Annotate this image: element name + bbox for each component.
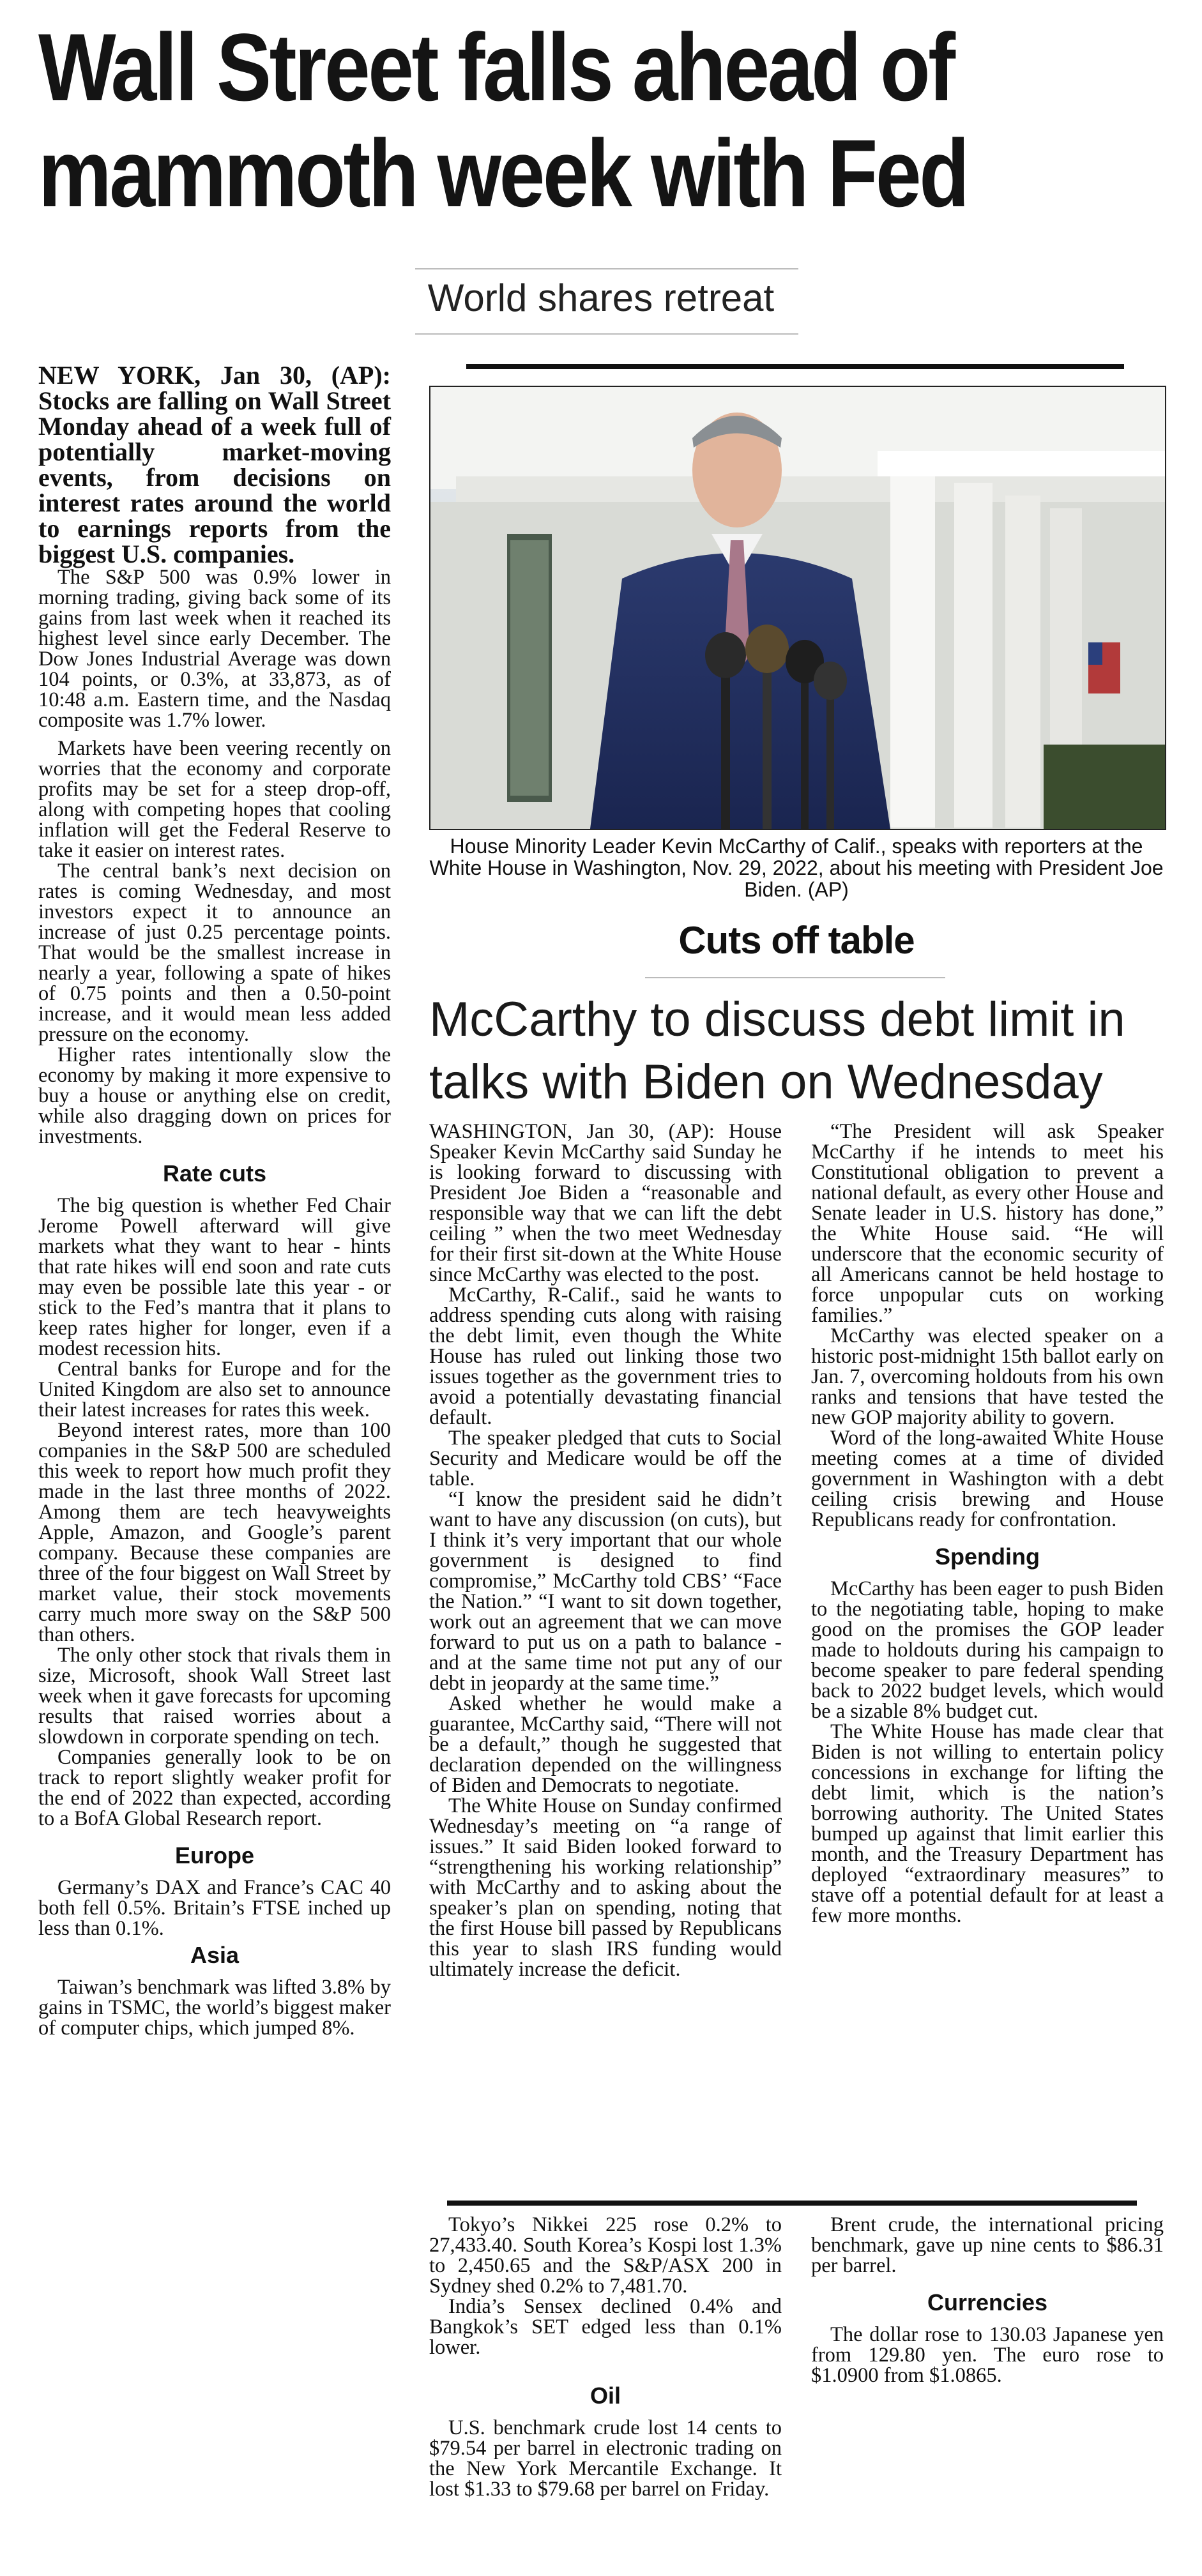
section-head-currencies: Currencies: [927, 2289, 1048, 2315]
main-story-paragraph: Higher rates intentionally slow the economy by making it more expensive to buy a house or anything else on credit, while also dragging down on prices for investments.: [38, 1043, 391, 1148]
second-story-column-2: [811, 1121, 1164, 1926]
main-story-paragraph: India’s Sensex declined 0.4% and Bangkok’s SET edged less than 0.1% lower.: [429, 2295, 782, 2359]
main-story-paragraph: Markets have been veering recently on worries that the economy and corporate profits may be set for a steep drop-off, along with competing hopes that cooling inflation will get the Federal Reserve to take it easier on interest rates.: [38, 737, 391, 862]
main-story-paragraph: U.S. benchmark crude lost 14 cents to $79.54 per barrel in electronic trading on the New York Mercantile Exchange. It lost $1.33 to $79.68 per barrel on Friday.: [429, 2416, 782, 2501]
second-story-kicker: Cuts off table: [678, 919, 915, 962]
second-story-paragraph: “I know the president said he didn’t want to have any discussion (on cuts), but I think it’s very important that our whole government is designed to find compromise,” McCarthy told CBS’ “Face the Nation.” “I want to sit down together, work out an agreement that we can move forward to put us on a path to balance - and at the same time not put any of our debt in jeopardy at the same time.”: [429, 1488, 782, 1695]
main-story-paragraph: The dollar rose to 130.03 Japanese yen from 129.80 yen. The euro rose to $1.0900 from $1.0865.: [811, 2323, 1164, 2387]
subhead-top-rule: [415, 268, 798, 269]
bottom-section-rule: [447, 2201, 1137, 2206]
second-story-paragraph: WASHINGTON, Jan 30, (AP): House Speaker Kevin McCarthy said Sunday he is looking forward to discussing with President Joe Biden a “reasonable and responsible way that we can lift the debt ceiling ” when the two meet Wednesday for their first sit-down at the White House since McCarthy was elected to the post.: [429, 1120, 782, 1286]
main-story-lede: NEW YORK, Jan 30, (AP): Stocks are falling on Wall Street Monday ahead of a week full of potentially market-moving events, from decisions on interest rates around the world to earnings reports from the biggest U.S. companies.: [38, 361, 391, 568]
second-story-paragraph: Word of the long-awaited White House meeting comes at a time of divided government in Washington with a debt ceiling crisis brewing and House Republicans ready for confrontation.: [811, 1427, 1164, 1531]
main-story-paragraph: The big question is whether Fed Chair Jerome Powell afterward will give markets what they want to hear - hints that rate hikes will end soon and rate cuts may even be possible late this year - or stick to the Fed’s mantra that it plans to keep rates higher for longer, even if a modest recession hits.: [38, 1194, 391, 1360]
speaker-at-microphones-image: [430, 387, 1165, 829]
second-story-paragraph: The White House has made clear that Biden is not willing to entertain policy concessions in exchange for lifting the debt limit, which is the nation’s borrowing authority. The United States bumped up against that limit earlier this month, and the Treasury Department has deployed “extraordinary measures” to stave off a potential default for at least a few more months.: [811, 1720, 1164, 1927]
subhead-bottom-rule: [415, 333, 798, 335]
main-story-paragraph: The central bank’s next decision on rates is coming Wednesday, and most investors expect it to announce an increase of just 0.25 percentage points. That would be the smallest increase in nearly a year, following a spate of hikes of 0.75 points and then a 0.50-point increase, and it would mean less added pressure on the economy.: [38, 860, 391, 1046]
second-story-paragraph: The White House on Sunday confirmed Wednesday’s meeting on “a range of issues.” It said Biden looked forward to “strengthening his working relationship” with McCarthy and to asking about the speaker’s plan on spending, noting that the first House bill passed by Republicans this year to slash IRS funding would ultimately increase the deficit.: [429, 1794, 782, 1981]
main-subhead: World shares retreat: [427, 277, 775, 319]
main-story-paragraph: The S&P 500 was 0.9% lower in morning trading, giving back some of its gains from last week when it reached its highest level since early December. The Dow Jones Industrial Average was down 104 points, or 0.3%, at 33,873, as of 10:48 a.m. Eastern time, and the Nasdaq composite was 1.7% lower.: [38, 566, 391, 732]
section-head-oil: Oil: [590, 2383, 621, 2409]
section-head-europe: Europe: [174, 1842, 254, 1868]
section-head-rate-cuts: Rate cuts: [162, 1160, 267, 1186]
main-story-paragraph: Germany’s DAX and France’s CAC 40 both fell 0.5%. Britain’s FTSE inched up less than 0.1%.: [38, 1876, 391, 1940]
second-story-paragraph: Asked whether he would make a guarantee, McCarthy said, “There will not be a default,” though he suggested that declaration depended on the willingness of Biden and Democrats to negotiate.: [429, 1692, 782, 1797]
main-story-column-3: [811, 2215, 1164, 2386]
main-headline: [38, 14, 1005, 226]
main-headline-line2: mammoth week with Fed: [38, 119, 968, 227]
second-story-headline: [429, 989, 1170, 1114]
main-story-paragraph: Companies generally look to be on track to report slightly weaker profit for the end of 2022 than expected, according to a BofA Global Research report.: [38, 1746, 391, 1830]
main-headline-line1: Wall Street falls ahead of: [38, 13, 954, 121]
second-story-paragraph: The speaker pledged that cuts to Social Security and Medicare would be off the table.: [429, 1427, 782, 1490]
main-story-paragraph: Tokyo’s Nikkei 225 rose 0.2% to 27,433.40. South Korea’s Kospi lost 1.3% to 2,450.65 and the S&P/ASX 200 in Sydney shed 0.2% to 7,481.70.: [429, 2213, 782, 2298]
second-story-column-1: [429, 1121, 782, 1980]
kicker-rule: [645, 977, 945, 978]
photo-caption: House Minority Leader Kevin McCarthy of Calif., speaks with reporters at the White House in Washington, Nov. 29, 2022, about his meeting with President Joe Biden. (AP): [429, 835, 1164, 901]
main-story-column-2: [429, 2215, 782, 2499]
second-story-paragraph: McCarthy, R-Calif., said he wants to address spending cuts along with raising the debt limit, even though the White House has ruled out linking those two issues together as the government tries to avoid a potentially devastating financial default.: [429, 1284, 782, 1429]
second-story-paragraph: McCarthy was elected speaker on a historic post-midnight 15th ballot early on Jan. 7, overcoming holdouts from his own ranks and tensions that have tested the new GOP majority ability to govern.: [811, 1324, 1164, 1429]
second-story-paragraph: “The President will ask Speaker McCarthy if he intends to meet his Constitutional obligation to prevent a national default, as every other House and Senate leader in U.S. history has done,” the White House said. “He will underscore that the economic security of all Americans cannot be held hostage to force unpopular cuts on working families.”: [811, 1120, 1164, 1327]
photo-top-rule: [466, 364, 1124, 369]
main-story-paragraph: Beyond interest rates, more than 100 companies in the S&P 500 are scheduled this week to report how much profit they made in the last three months of 2022. Among them are tech heavyweights Apple, Amazon, and Google’s parent company. Because these companies are three of the four biggest on Wall Street by market value, their stock movements carry much more sway on the S&P 500 than others.: [38, 1419, 391, 1646]
main-story-column-1: [38, 363, 391, 2038]
section-head-spending: Spending: [935, 1543, 1040, 1570]
main-story-paragraph: The only other stock that rivals them in size, Microsoft, shook Wall Street last week when it gave forecasts for upcoming results that raised worries about a slowdown in corporate spending on tech.: [38, 1644, 391, 1748]
news-photo: [429, 386, 1166, 830]
main-story-paragraph: Brent crude, the international pricing benchmark, gave up nine cents to $86.31 per barrel.: [811, 2213, 1164, 2277]
section-head-asia: Asia: [190, 1942, 240, 1968]
second-story-headline-line2: talks with Biden on Wednesday: [429, 1055, 1103, 1109]
main-story-paragraph: Taiwan’s benchmark was lifted 3.8% by gains in TSMC, the world’s biggest maker of computer chips, which jumped 8%.: [38, 1976, 391, 2040]
second-story-headline-line1: McCarthy to discuss debt limit in: [429, 992, 1125, 1047]
second-story-paragraph: McCarthy has been eager to push Biden to the negotiating table, hoping to make good on the promises the GOP leader made to holdouts during his campaign to become speaker to pare federal spending back to 2022 budget levels, which would be a sizable 8% budget cut.: [811, 1577, 1164, 1723]
main-story-paragraph: Central banks for Europe and for the United Kingdom are also set to announce their latest increases for rates this week.: [38, 1358, 391, 1421]
